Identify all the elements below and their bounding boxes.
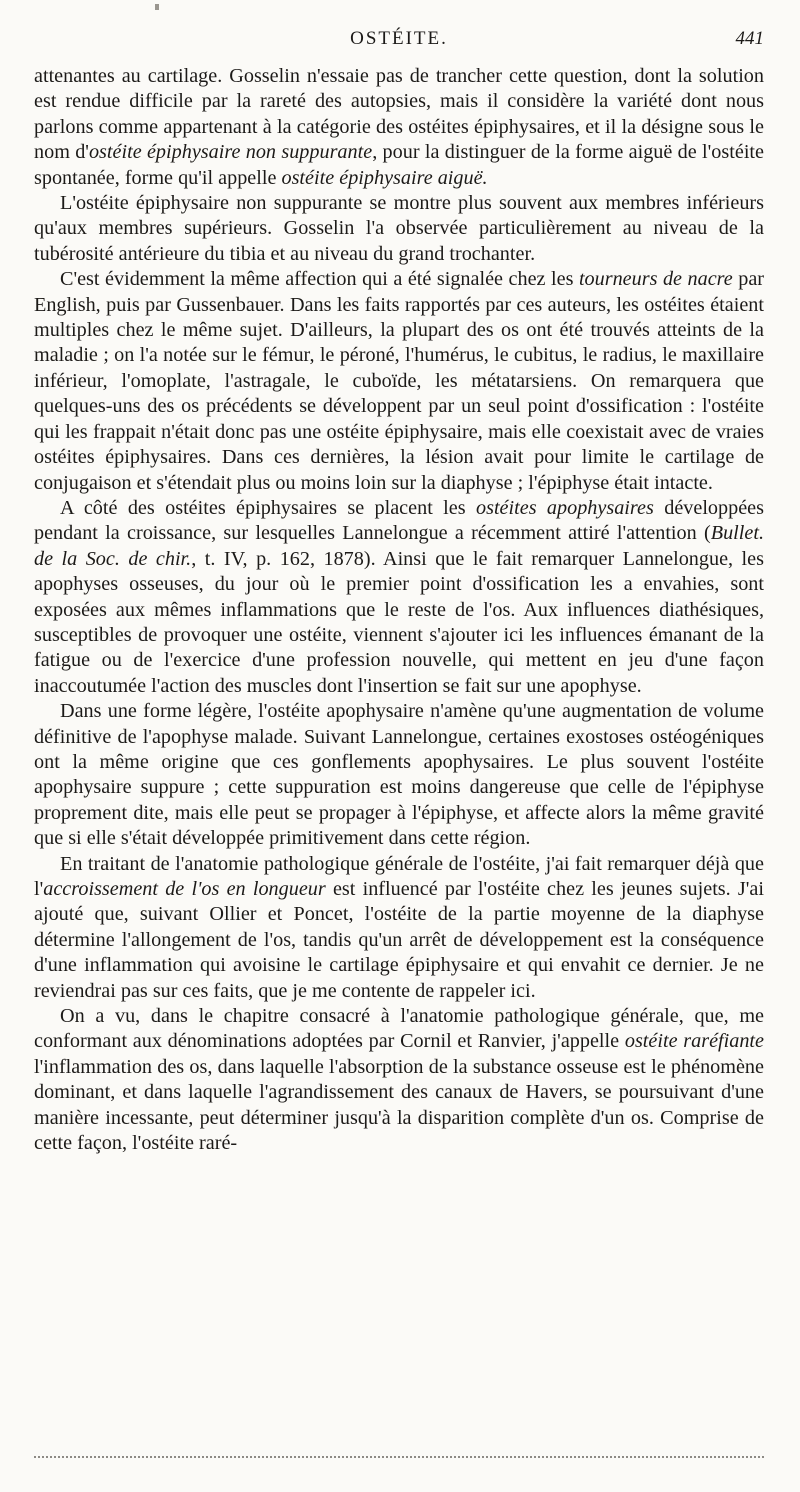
italic-text: tourneurs de nacre (578, 268, 733, 291)
text-run: , pour la distinguer de la forme aiguë de l'ostéite spontanée, forme qu'il appelle (34, 141, 764, 189)
text-run: par English, puis par Gussenbauer. Dans les faits rapportés par ces auteurs, les ostéites étaient multiples chez le même sujet. D'ailleurs, la plupart des os ont été trouvés atteints de la maladie ; on l'a notée sur le fémur, le péroné, l'humérus, le cubitus, le radius, le maxillaire inférieur, l'omoplate, l'astragale, le cuboïde, les métatarsiens. On remarquera que quelques-uns des os précédents se développent par un seul point d'ossification : l'ostéite qui les frappait n'était donc pas une ostéite épiphysaire, mais elle coexistait avec de vraies ostéites épiphysaires. Dans ces dernières, la lésion avait pour limite le cartilage de conjugaison et s'étendait plus ou moins loin sur la diaphyse ; l'épiphyse était intacte. (34, 268, 765, 494)
book-page (34, 28, 764, 1156)
text-run: développées pendant la croissance, sur lesquelles Lannelongue a récemment attiré l'attention ( (34, 496, 764, 545)
text-run: est influencé par l'ostéite chez les jeunes sujets. J'ai ajouté que, suivant Ollier et Poncet, l'ostéite de la partie moyenne de la diaphyse détermine l'allongement de l'os, tandis qu'un arrêt de développement est la conséquence d'une inflammation qui avoisine le cartilage épiphysaire et qui envahit ce dernier. Je ne reviendrai pas sur ces faits, que je me contente de rappeler ici. (34, 878, 764, 1002)
paragraph (34, 267, 764, 496)
text-run: Dans une forme légère, l'ostéite apophysaire n'amène qu'une augmentation de volume définitive de l'apophyse malade. Suivant Lannelongue, certaines exostoses ostéogéniques ont la même origine que ces gonflements apophysaires. Le plus souvent l'ostéite apophysaire suppure ; cette suppuration est moins dangereuse que celle de l'épiphyse proprement dite, mais elle peut se propager à l'épiphyse, et affecte alors la même gravité que si elle s'était développée primitivement dans cette région. (34, 700, 764, 850)
body-text (34, 64, 764, 1156)
italic-text: ostéites apophysaires (476, 496, 654, 519)
paragraph (34, 496, 764, 699)
paragraph (34, 64, 764, 191)
text-run: En traitant de l'anatomie pathologique générale de l'ostéite, j'ai fait remarquer déjà que l' (34, 852, 764, 900)
running-title: OSTÉITE. (350, 28, 448, 49)
italic-text: ostéite épiphysaire non suppurante (88, 141, 373, 164)
paragraph (34, 191, 764, 267)
italic-text: Bullet. de la Soc. de chir. (34, 522, 764, 570)
text-run: A côté des ostéites épiphysaires se placent les (60, 496, 476, 519)
running-head (34, 28, 764, 62)
text-run: L'ostéite épiphysaire non suppurante se montre plus souvent aux membres inférieurs qu'aux membres supérieurs. Gosselin l'a observée particulièrement au niveau de la tubérosité antérieure du tibia et au niveau du grand trochanter. (34, 192, 764, 265)
page-number: 441 (735, 28, 764, 49)
paragraph (34, 1004, 764, 1156)
paragraph (34, 852, 764, 1004)
paragraph (34, 699, 764, 851)
italic-text: accroissement de l'os en longueur (43, 878, 326, 900)
footer-dotted-rule (34, 1456, 764, 1458)
italic-text: ostéite épiphysaire aiguë. (281, 166, 488, 189)
text-run: attenantes au cartilage. Gosselin n'essaie pas de trancher cette question, dont la solution est rendue difficile par la rareté des autopsies, mais il considère la variété dont nous parlons comme appartenant à la catégorie des ostéites épiphysaires, et il la désigne sous le nom d' (34, 65, 764, 164)
text-run: On a vu, dans le chapitre consacré à l'anatomie pathologique générale, que, me conformant aux dénominations adoptées par Cornil et Ranvier, j'appelle (34, 1005, 764, 1053)
text-run: l'inflammation des os, dans laquelle l'absorption de la substance osseuse est le phénomène dominant, et dans laquelle l'agrandissement des canaux de Havers, se poursuivant d'une manière incessante, peut déterminer jusqu'à la disparition complète d'un os. Comprise de cette façon, l'ostéite raré- (34, 1055, 764, 1155)
text-run: C'est évidemment la même affection qui a été signalée chez les (60, 268, 579, 291)
scan-speck (155, 4, 159, 10)
text-run: , t. IV, p. 162, 1878). Ainsi que le fait remarquer Lannelongue, les apophyses osseuses, du jour où le premier point d'ossification les a envahies, sont exposées aux mêmes inflammations que le reste de l'os. Aux influences diathésiques, susceptibles de provoquer une ostéite, viennent s'ajouter ici les influences émanant de la fatigue ou de l'exercice d'une profession nouvelle, qui mettent en jeu d'une façon inaccoutumée l'action des muscles dont l'insertion se fait sur une apophyse. (34, 547, 764, 697)
italic-text: ostéite raréfiante (624, 1030, 765, 1053)
